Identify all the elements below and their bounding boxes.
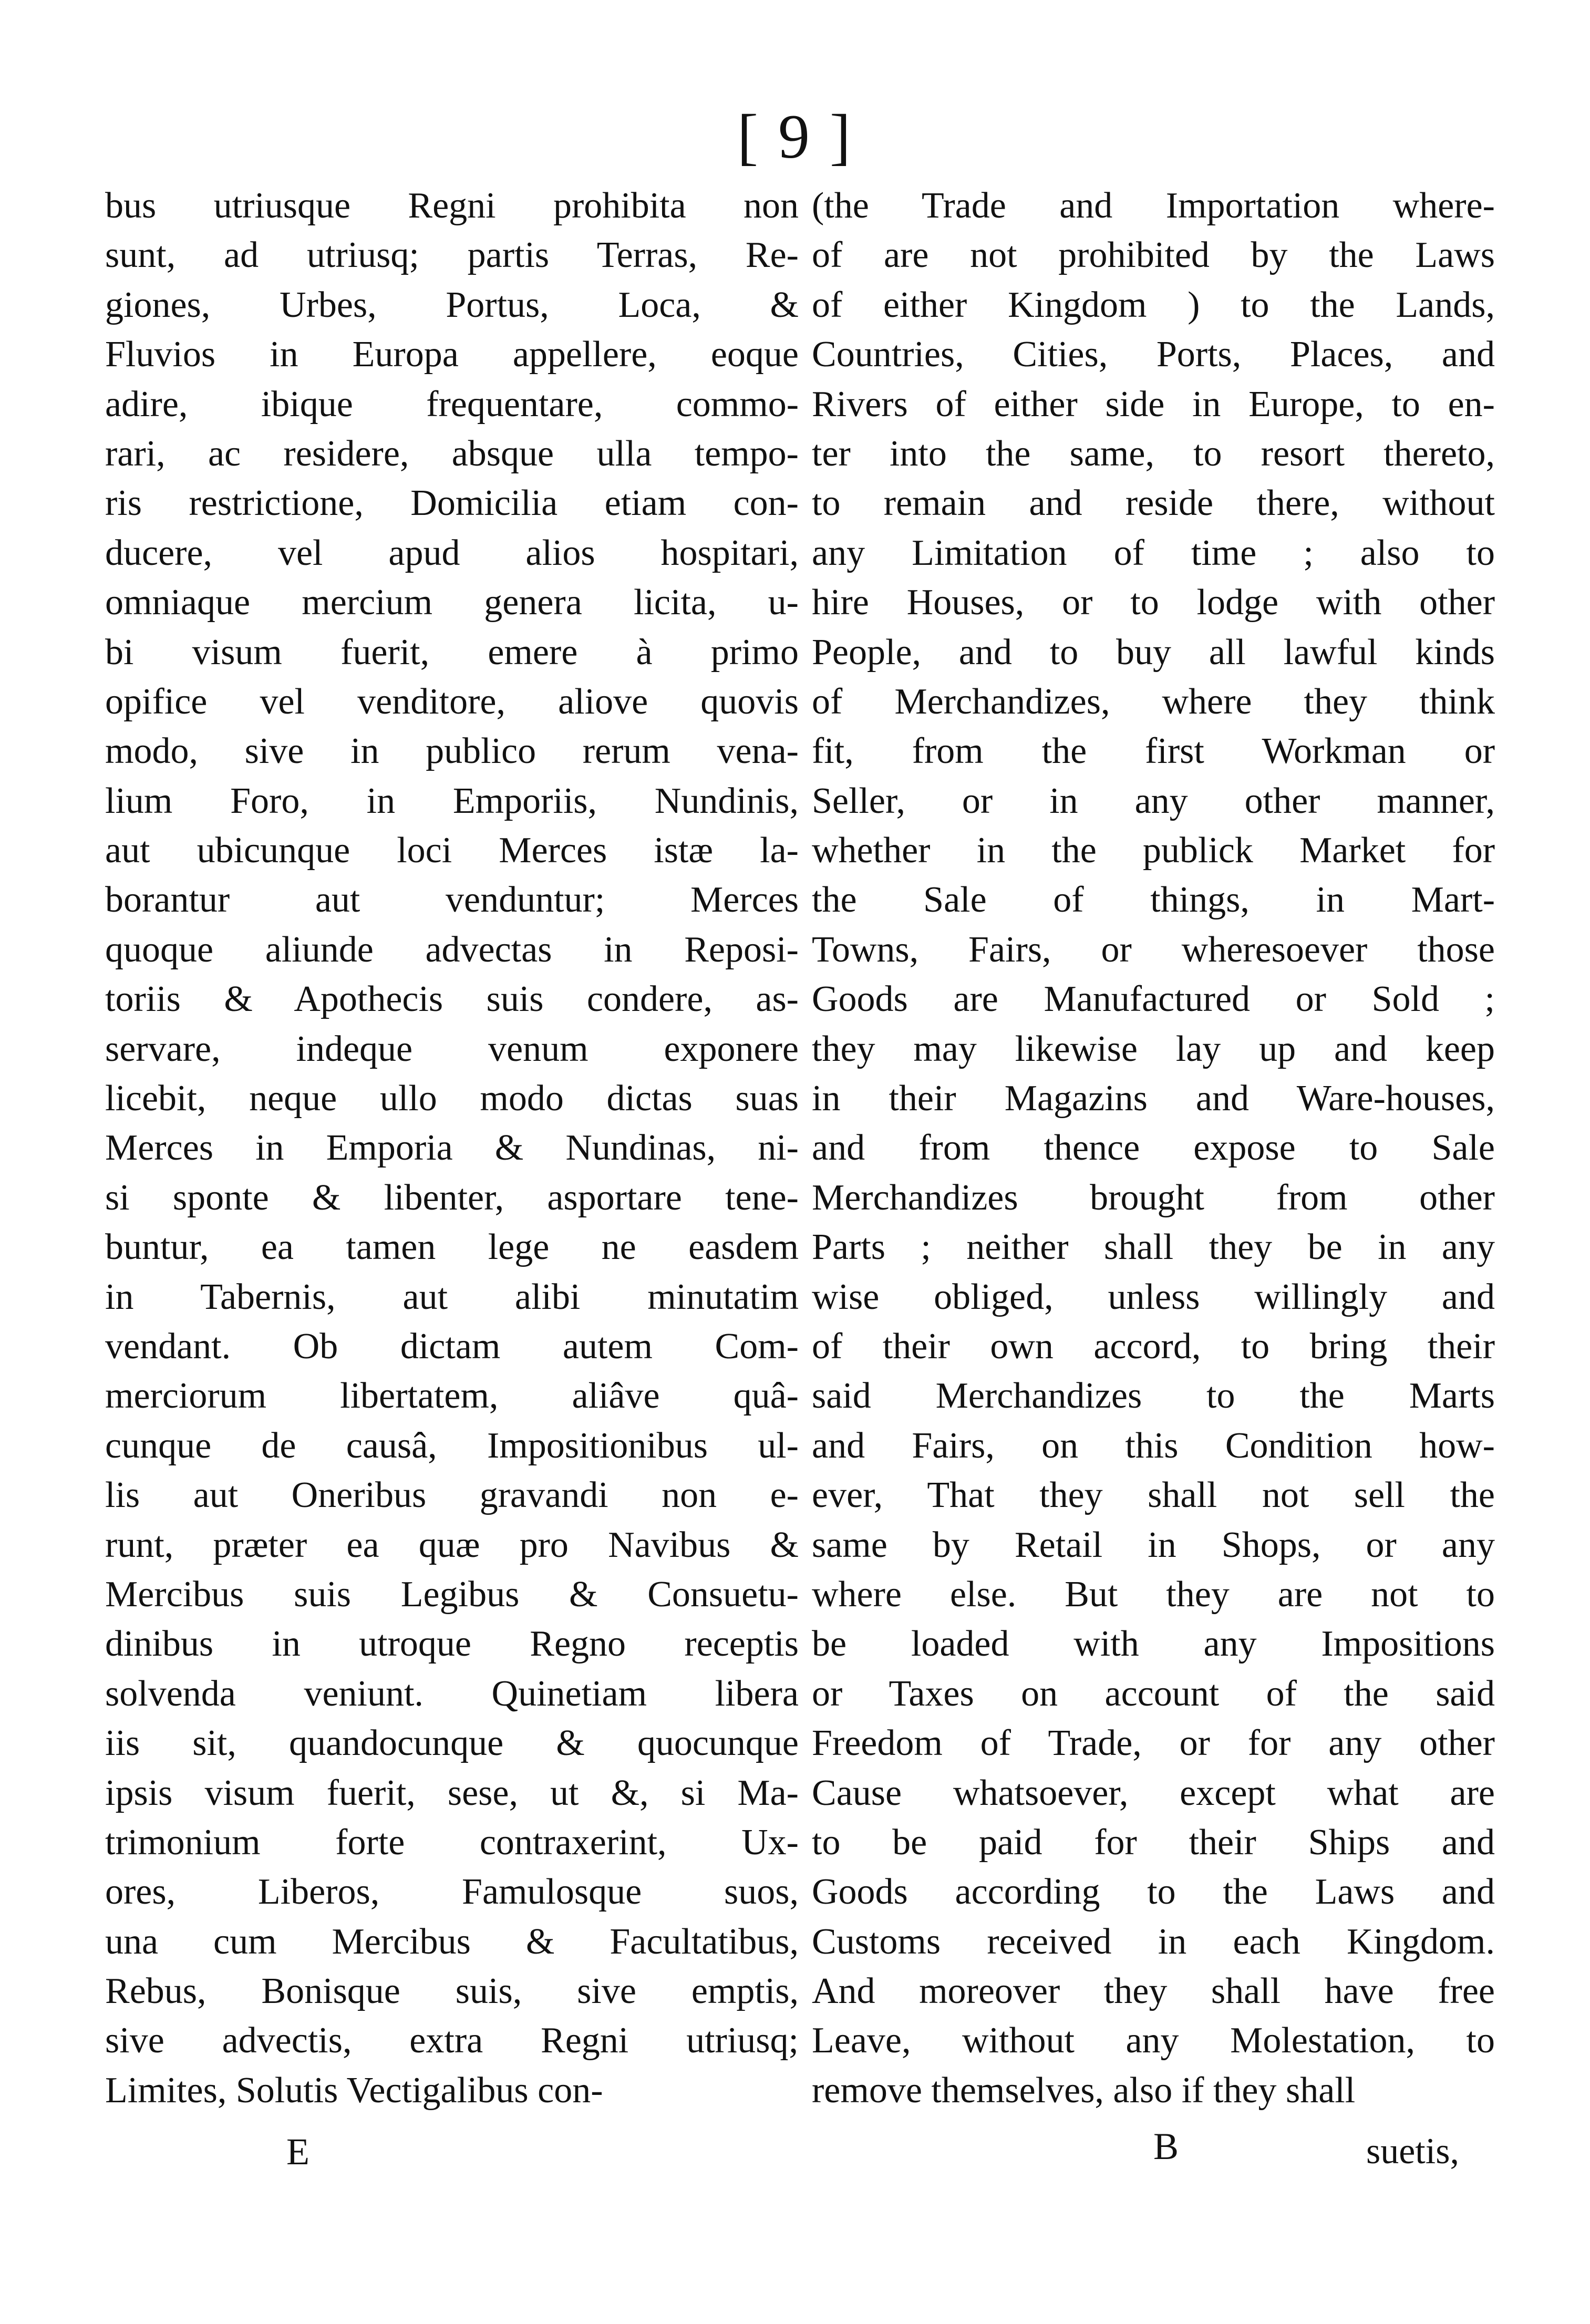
latin-text-line: omniaque mercium genera licita, u- <box>105 582 799 623</box>
english-text-line: Goods according to the Laws and <box>812 1872 1495 1913</box>
latin-text-line: licebit, neque ullo modo dictas suas <box>105 1078 799 1119</box>
latin-text-line: dinibus in utroque Regno receptis <box>105 1624 799 1665</box>
english-text-line: whether in the publick Market for <box>812 830 1495 871</box>
latin-text-line: rari, ac residere, absque ulla tempo- <box>105 433 799 474</box>
latin-text-line: lium Foro, in Emporiis, Nundinis, <box>105 780 799 821</box>
latin-text-line: giones, Urbes, Portus, Loca, & <box>105 284 799 325</box>
english-text-line: to remain and reside there, without <box>812 483 1495 524</box>
english-column <box>812 181 1495 2115</box>
latin-text-line: lis aut Oneribus gravandi non e- <box>105 1475 799 1516</box>
latin-text-line: borantur aut venduntur; Merces <box>105 880 799 921</box>
english-text-line: Rivers of either side in Europe, to en- <box>812 384 1495 425</box>
english-text-line: of their own accord, to bring their <box>812 1326 1495 1367</box>
latin-text-line: runt, præter ea quæ pro Navibus & <box>105 1524 799 1565</box>
latin-text-line: si sponte & libenter, asportare tene- <box>105 1177 799 1218</box>
english-text-line: Parts ; neither shall they be in any <box>812 1227 1495 1268</box>
latin-text-line: una cum Mercibus & Facultatibus, <box>105 1921 799 1962</box>
english-text-line: Merchandizes brought from other <box>812 1177 1495 1218</box>
latin-text-line: adire, ibique frequentare, commo- <box>105 384 799 425</box>
english-text-line: Cause whatsoever, except what are <box>812 1772 1495 1813</box>
english-text-line: Leave, without any Molestation, to <box>812 2020 1495 2061</box>
signature-mark-english: B <box>1153 2125 1179 2167</box>
english-text-line: they may likewise lay up and keep <box>812 1028 1495 1069</box>
english-text-line: in their Magazins and Ware-houses, <box>812 1078 1495 1119</box>
latin-text-line: opifice vel venditore, aliove quovis <box>105 681 799 722</box>
english-text-line: or Taxes on account of the said <box>812 1673 1495 1714</box>
english-text-line: Freedom of Trade, or for any other <box>812 1723 1495 1764</box>
latin-text-line: cunque de causâ, Impositionibus ul- <box>105 1425 799 1466</box>
english-text-line: where else. But they are not to <box>812 1574 1495 1615</box>
page-number: [ 9 ] <box>737 101 853 171</box>
english-text-line: the Sale of things, in Mart- <box>812 880 1495 921</box>
english-text-line: ter into the same, to resort thereto, <box>812 433 1495 474</box>
latin-text-line: buntur, ea tamen lege ne easdem <box>105 1227 799 1268</box>
latin-text-line: ris restrictione, Domicilia etiam con- <box>105 483 799 524</box>
english-text-line: any Limitation of time ; also to <box>812 532 1495 573</box>
latin-text-line: ducere, vel apud alios hospitari, <box>105 532 799 573</box>
english-text-line: wise obliged, unless willingly and <box>812 1276 1495 1317</box>
english-text-line: of either Kingdom ) to the Lands, <box>812 284 1495 325</box>
english-text-line: and Fairs, on this Condition how- <box>812 1425 1495 1466</box>
english-text-line: hire Houses, or to lodge with other <box>812 582 1495 623</box>
english-text-line: Goods are Manufactured or Sold ; <box>812 979 1495 1020</box>
english-text-line: Countries, Cities, Ports, Places, and <box>812 334 1495 375</box>
latin-text-line: ipsis visum fuerit, sese, ut &, si Ma- <box>105 1772 799 1813</box>
english-text-line: ever, That they shall not sell the <box>812 1475 1495 1516</box>
english-text-line: Towns, Fairs, or wheresoever those <box>812 929 1495 970</box>
english-text-line: And moreover they shall have free <box>812 1971 1495 2012</box>
latin-text-line: modo, sive in publico rerum vena- <box>105 731 799 772</box>
latin-text-line: Mercibus suis Legibus & Consuetu- <box>105 1574 799 1615</box>
latin-text-line: Rebus, Bonisque suis, sive emptis, <box>105 1971 799 2012</box>
latin-text-line: merciorum libertatem, aliâve quâ- <box>105 1376 799 1417</box>
english-text-line: remove themselves, also if they shall <box>812 2070 1356 2111</box>
signature-mark-latin: E <box>286 2131 309 2173</box>
latin-text-line: quoque aliunde advectas in Reposi- <box>105 929 799 970</box>
english-text-line: Seller, or in any other manner, <box>812 780 1495 821</box>
english-text-line: said Merchandizes to the Marts <box>812 1376 1495 1417</box>
english-text-line: same by Retail in Shops, or any <box>812 1524 1495 1565</box>
english-text-line: of Merchandizes, where they think <box>812 681 1495 722</box>
english-text-line: (the Trade and Importation where- <box>812 185 1495 226</box>
latin-text-line: trimonium forte contraxerint, Ux- <box>105 1822 799 1863</box>
latin-text-line: iis sit, quandocunque & quocunque <box>105 1723 799 1764</box>
latin-text-line: ores, Liberos, Famulosque suos, <box>105 1872 799 1913</box>
latin-text-line: solvenda veniunt. Quinetiam libera <box>105 1673 799 1714</box>
latin-text-line: bus utriusque Regni prohibita non <box>105 185 799 226</box>
english-text-line: to be paid for their Ships and <box>812 1822 1495 1863</box>
latin-text-line: bi visum fuerit, emere à primo <box>105 632 799 673</box>
english-text-line: and from thence expose to Sale <box>812 1128 1495 1169</box>
english-text-line: fit, from the first Workman or <box>812 731 1495 772</box>
latin-text-line: Fluvios in Europa appellere, eoque <box>105 334 799 375</box>
latin-text-line: sunt, ad utriusq; partis Terras, Re- <box>105 235 799 276</box>
english-text-line: of are not prohibited by the Laws <box>812 235 1495 276</box>
catchword: suetis, <box>1366 2131 1459 2172</box>
english-text-line: People, and to buy all lawful kinds <box>812 632 1495 673</box>
latin-text-line: sive advectis, extra Regni utriusq; <box>105 2020 799 2061</box>
english-text-line: Customs received in each Kingdom. <box>812 1921 1495 1962</box>
latin-column <box>105 181 799 2115</box>
english-text-line: be loaded with any Impositions <box>812 1624 1495 1665</box>
latin-text-line: toriis & Apothecis suis condere, as- <box>105 979 799 1020</box>
latin-text-line: aut ubicunque loci Merces istæ la- <box>105 830 799 871</box>
latin-text-line: servare, indeque venum exponere <box>105 1028 799 1069</box>
latin-text-line: vendant. Ob dictam autem Com- <box>105 1326 799 1367</box>
latin-text-line: Merces in Emporia & Nundinas, ni- <box>105 1128 799 1169</box>
latin-text-line: in Tabernis, aut alibi minutatim <box>105 1276 799 1317</box>
latin-text-line: Limites, Solutis Vectigalibus con- <box>105 2070 603 2111</box>
